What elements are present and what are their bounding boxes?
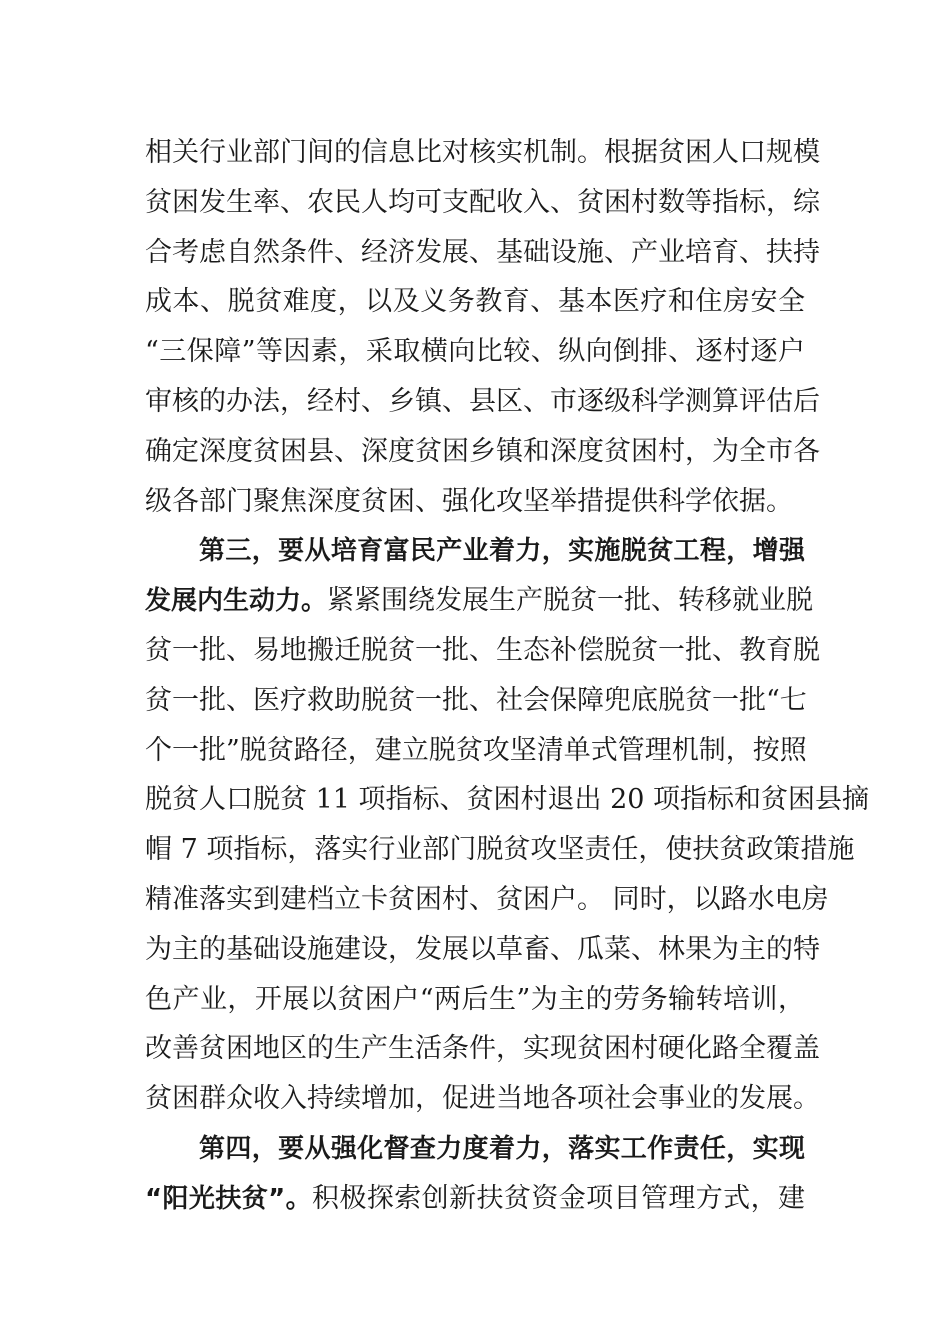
text-line: 贫一批、医疗救助脱贫一批、社会保障兜底脱贫一批“七 xyxy=(145,684,807,716)
paragraph-2 xyxy=(145,526,870,1124)
text-line: 相关行业部门间的信息比对核实机制。根据贫困人口规模 xyxy=(145,137,820,168)
section-heading-part: 第四，要从强化督查力度着力，落实工作责任，实现 xyxy=(199,1133,805,1164)
text-line: 贫困发生率、农民人均可支配收入、贫困村数等指标，综 xyxy=(145,186,820,218)
text-line: “三保障”等因素，采取横向比较、纵向倒排、逐村逐户 xyxy=(145,336,805,368)
paragraph-heading-line xyxy=(145,1124,805,1174)
text-line: 贫困群众收入持续增加，促进当地各项社会事业的发展。 xyxy=(145,1083,820,1115)
document-body xyxy=(145,128,870,1224)
text-line: 贫一批、易地搬迁脱贫一批、生态补偿脱贫一批、教育脱 xyxy=(145,634,820,666)
section-heading-part: “阳光扶贫”。 xyxy=(145,1183,313,1214)
text-line: 成本、脱贫难度，以及义务教育、基本医疗和住房安全 xyxy=(145,286,805,318)
text-line: 个一批”脱贫路径，建立脱贫攻坚清单式管理机制，按照 xyxy=(145,734,807,766)
text-line: 为主的基础设施建设，发展以草畜、瓜菜、林果为主的特 xyxy=(145,933,820,965)
paragraph-3 xyxy=(145,1124,805,1224)
text-line: 改善贫困地区的生产生活条件，实现贫困村硬化路全覆盖 xyxy=(145,1033,820,1065)
text-line: 色产业，开展以贫困户“两后生”为主的劳务输转培训， xyxy=(145,983,805,1015)
section-heading-part: 发展内生动力。 xyxy=(145,586,328,617)
text-line xyxy=(145,1174,805,1224)
text-line: 脱贫人口脱贫 11 项指标、贫困村退出 20 项指标和贫困县摘 xyxy=(145,784,870,816)
text-line xyxy=(145,576,814,626)
text-line: 精准落实到建档立卡贫困村、贫困户。 同时，以路水电房 xyxy=(145,883,829,915)
section-heading-part: 第三，要从培育富民产业着力，实施脱贫工程，增强 xyxy=(199,536,805,567)
text-line: 级各部门聚焦深度贫困、强化攻坚举措提供科学依据。 xyxy=(145,485,793,517)
text-run: 紧紧围绕发展生产脱贫一批、转移就业脱 xyxy=(327,585,814,617)
text-line: 审核的办法，经村、乡镇、县区、市逐级科学测算评估后 xyxy=(145,385,820,417)
text-run: 积极探索创新扶贫资金项目管理方式，建 xyxy=(312,1182,805,1214)
text-line: 确定深度贫困县、深度贫困乡镇和深度贫困村，为全市各 xyxy=(145,435,820,467)
text-line: 帽 7 项指标，落实行业部门脱贫攻坚责任，使扶贫政策措施 xyxy=(145,834,855,866)
paragraph-1 xyxy=(145,128,820,526)
text-line: 合考虑自然条件、经济发展、基础设施、产业培育、扶持 xyxy=(145,236,820,268)
paragraph-heading-line xyxy=(145,526,805,576)
